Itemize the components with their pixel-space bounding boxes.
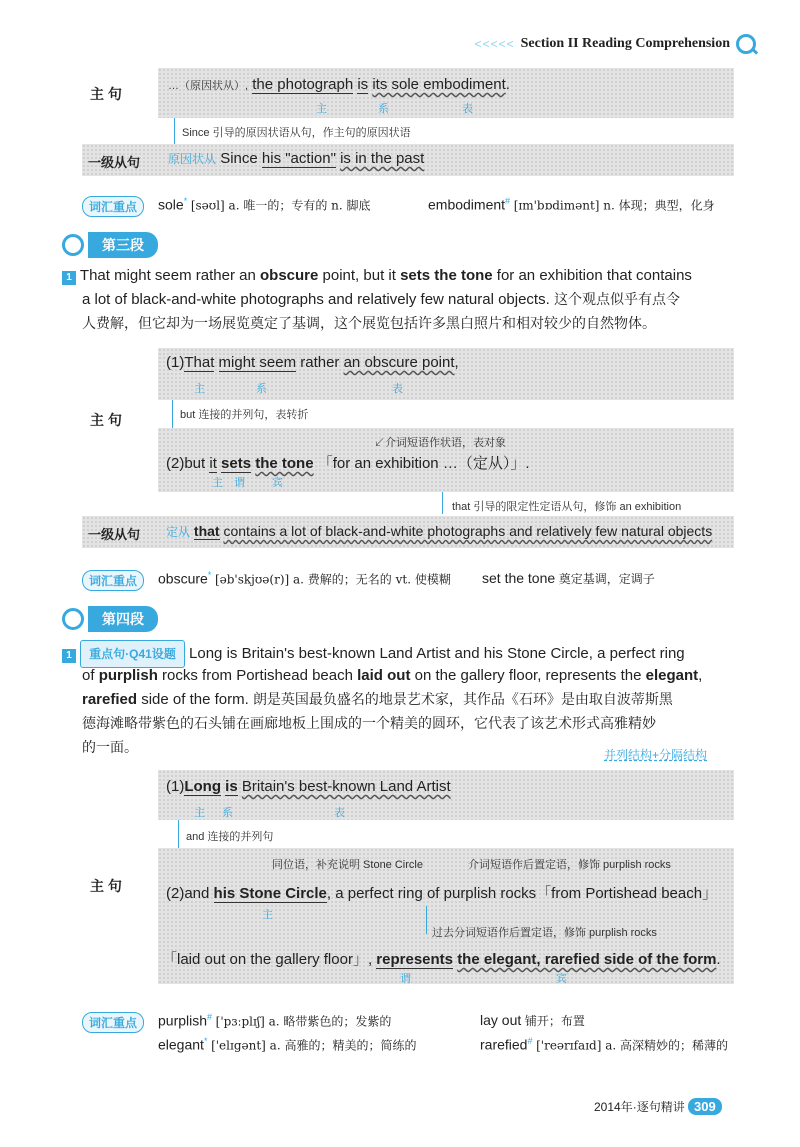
role-predicative: 表 xyxy=(334,807,346,819)
connector-line xyxy=(442,492,443,514)
structure-note: 并列结构+分隔结构 xyxy=(604,748,708,762)
section-4-title: 第四段 xyxy=(88,606,158,632)
clause-note: 同位语，补充说明 Stone Circle xyxy=(272,859,423,871)
section-4-line-1: 1 重点句·Q41设题 Long is Britain's best-known Land Artist and his Stone Circle, a perfect ring xyxy=(62,640,752,668)
main-clause-label: 主 句 xyxy=(90,878,122,894)
vocab-tag: 词汇重点 xyxy=(82,1012,144,1033)
role-subject: 主 xyxy=(194,383,206,395)
section-4-line-5: 的一面。 xyxy=(82,740,138,756)
section-3-line-2: a lot of black-and-white photographs and relatively few natural objects. 这个观点似乎有点令 xyxy=(82,291,680,308)
clause-note: 介词短语作后置定语，修饰 purplish rocks xyxy=(468,859,671,871)
vocab-tag: 词汇重点 xyxy=(82,196,144,217)
vocab-entry-embodiment: embodiment# [ɪm'bɒdimənt] n. 体现；典型，化身 xyxy=(428,196,715,213)
role-predicative: 表 xyxy=(392,383,404,395)
sub-clause-label: 一级从句 xyxy=(88,527,141,542)
magnifier-q-icon xyxy=(62,608,84,630)
section-4-header xyxy=(62,606,158,632)
main-sentence-1: (1)Long is Britain's best-known Land Artist xyxy=(166,778,451,795)
role-object: 宾 xyxy=(556,973,568,985)
main-sentence-2: (2)and his Stone Circle, a perfect ring of purplish rocks「from Portishead beach」 xyxy=(166,885,718,902)
vocab-entry-rarefied: rarefied# ['reərɪfaɪd] a. 高深精妙的；稀薄的 xyxy=(480,1036,728,1053)
page-number: 309 xyxy=(688,1098,722,1115)
section-3-title: 第三段 xyxy=(88,232,158,258)
vocab-entry-lay-out: lay out 铺开；布置 xyxy=(480,1012,585,1028)
main-sentence-3: 「laid out on the gallery floor」, represents the elegant, rarefied side of the form. xyxy=(162,951,721,968)
clause-note: 过去分词短语作后置定语，修饰 purplish rocks xyxy=(432,927,657,939)
section-4-line-4: 德海滩略带紫色的石头铺在画廊地板上围成的一个精美的圆环，它代表了该艺术形式高雅精妙 xyxy=(82,716,656,732)
role-object: 宾 xyxy=(272,477,284,489)
section-4-line-2: of purplish rocks from Portishead beach laid out on the gallery floor, represents the elegant, xyxy=(82,667,703,684)
main-clause-label: 主 句 xyxy=(90,412,122,428)
vocab-tag: 词汇重点 xyxy=(82,570,144,591)
main-sentence-2: (2)but it sets the tone 「for an exhibition …（定从）」. xyxy=(166,455,530,472)
vocab-entry-sole: sole* [səʊl] a. 唯一的；专有的 n. 脚底 xyxy=(158,196,371,213)
main-sentence: …（原因状从）, the photograph is its sole embodiment. xyxy=(168,76,510,93)
section-3-line-3: 人费解，但它却为一场展览奠定了基调，这个展览包括许多黑白照片和相对较少的自然物体。 xyxy=(82,316,656,332)
role-copula: 系 xyxy=(222,807,234,819)
footer-label: 2014年·逐句精讲 xyxy=(594,1100,685,1114)
role-predicative: 表 xyxy=(462,103,474,115)
connector-line xyxy=(426,906,427,934)
role-subject: 主 xyxy=(316,103,328,115)
role-subject: 主 xyxy=(212,477,224,489)
vocab-entry-obscure: obscure* [əb'skjʊə(r)] a. 费解的；无名的 vt. 使模糊 xyxy=(158,570,451,587)
section-3-paragraph: 1 That might seem rather an obscure point, but it sets the tone for an exhibition that contains xyxy=(62,264,742,288)
role-subject: 主 xyxy=(262,909,274,921)
clause-note: that 引导的限定性定语从句，修饰 an exhibition xyxy=(452,501,682,513)
main-clause-label: 主 句 xyxy=(90,86,122,102)
sub-clause-sentence: 原因状从 Since his "action" is in the past xyxy=(168,150,425,167)
page-footer xyxy=(594,1098,722,1115)
section-4-line-3: rarefied side of the form. 朗是英国最负盛名的地景艺术家，其作品《石环》是由取自波蒂斯黑 xyxy=(82,691,673,708)
key-sentence-tag: 重点句·Q41设题 xyxy=(80,640,185,668)
clause-note: Since 引导的原因状语从句，作主句的原因状语 xyxy=(182,127,411,139)
connector-line xyxy=(172,400,173,428)
sentence-number: 1 xyxy=(62,271,76,285)
sentence-number: 1 xyxy=(62,649,76,663)
section-3-header xyxy=(62,232,158,258)
arrows-icon: <<<<< xyxy=(474,37,515,51)
vocab-entry-elegant: elegant* ['elɪgənt] a. 高雅的；精美的；简练的 xyxy=(158,1036,417,1053)
header-title: Section II Reading Comprehension xyxy=(520,36,730,51)
clause-note: but 连接的并列句，表转折 xyxy=(180,409,309,421)
role-copula: 系 xyxy=(256,383,268,395)
role-copula: 系 xyxy=(378,103,390,115)
sub-clause-label: 一级从句 xyxy=(88,155,141,170)
vocab-entry-purplish: purplish# ['pɜːplɪʃ] a. 略带紫色的；发紫的 xyxy=(158,1012,392,1029)
sub-clause-sentence: 定从 that contains a lot of black-and-white photographs and relatively few natural objects xyxy=(166,523,713,539)
magnifier-q-icon xyxy=(62,234,84,256)
role-subject: 主 xyxy=(194,807,206,819)
magnifier-q-icon xyxy=(736,34,756,54)
role-predicate: 谓 xyxy=(400,973,412,985)
clause-note: and 连接的并列句 xyxy=(186,831,274,843)
connector-line xyxy=(178,820,179,848)
vocab-entry-set-the-tone: set the tone 奠定基调，定调子 xyxy=(482,570,655,586)
role-predicate: 谓 xyxy=(234,477,246,489)
page-header xyxy=(475,34,756,54)
main-sentence-1: (1)That might seem rather an obscure point, xyxy=(166,354,459,371)
clause-note: ↙介词短语作状语，表对象 xyxy=(374,437,506,449)
